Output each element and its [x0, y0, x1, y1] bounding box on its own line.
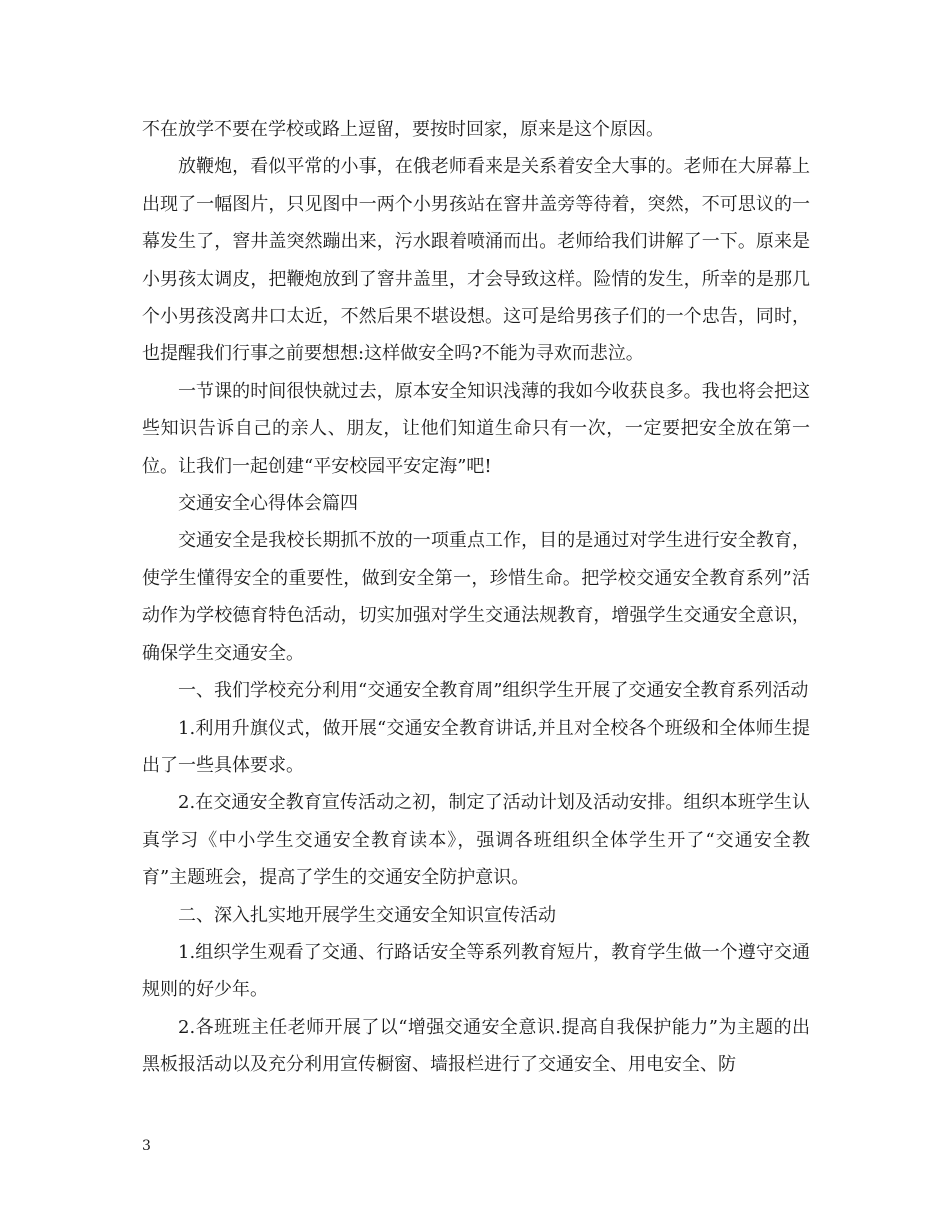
body-text [142, 111, 810, 1084]
paragraph: 放鞭炮，看似平常的小事，在俄老师看来是关系着安全大事的。老师在大屏幕上出现了一幅图片，只见图中一两个小男孩站在窨井盖旁等待着，突然，不可思议的一幕发生了，窨井盖突然蹦出来，污水跟着喷涌而出。老师给我们讲解了一下。原来是小男孩太调皮，把鞭炮放到了窨井盖里，才会导致这样。险情的发生，所幸的是那几个小男孩没离井口太近，不然后果不堪设想。这可是给男孩子们的一个忠告，同时，也提醒我们行事之前要想想:这样做安全吗?不能为寻欢而悲泣。 [142, 156, 810, 365]
paragraph: 不在放学不要在学校或路上逗留，要按时回家，原来是这个原因。 [142, 119, 664, 140]
paragraph: 二、深入扎实地开展学生交通安全知识宣传活动 [178, 904, 556, 926]
paragraph: 交通安全是我校长期抓不放的一项重点工作，目的是通过对学生进行安全教育，使学生懂得安全的重要性，做到安全第一，珍惜生命。把学校交通安全教育系列”活动作为学校德育特色活动，切实加强对学生交通法规教育，增强学生交通安全意识，确保学生交通安全。 [142, 530, 810, 664]
paragraph: 2.各班班主任老师开展了以“增强交通安全意识.提高自我保护能力”为主题的出黑板报活动以及充分利用宣传橱窗、墙报栏进行了交通安全、用电安全、防 [142, 1016, 810, 1076]
paragraph: 1.组织学生观看了交通、行路话安全等系列教育短片，教育学生做一个遵守交通规则的好少年。 [142, 941, 810, 1001]
paragraph: 一、我们学校充分利用“交通安全教育周”组织学生开展了交通安全教育系列活动 [178, 680, 809, 702]
section-heading: 交通安全心得体会篇四 [178, 493, 358, 515]
page-number: 3 [142, 1138, 151, 1154]
paragraph: 一节课的时间很快就过去，原本安全知识浅薄的我如今收获良多。我也将会把这些知识告诉自己的亲人、朋友，让他们知道生命只有一次，一定要把安全放在第一位。让我们一起创建“平安校园平安定海”吧! [142, 380, 810, 477]
paragraph: 1.利用升旗仪式，做开展“交通安全教育讲话,并且对全校各个班级和全体师生提出了一些具体要求。 [142, 717, 810, 776]
paragraph: 2.在交通安全教育宣传活动之初，制定了活动计划及活动安排。组织本班学生认真学习《中小学生交通安全教育读本》，强调各班组织全体学生开了“交通安全教育”主题班会，提高了学生的交通安全防护意识。 [142, 792, 810, 889]
